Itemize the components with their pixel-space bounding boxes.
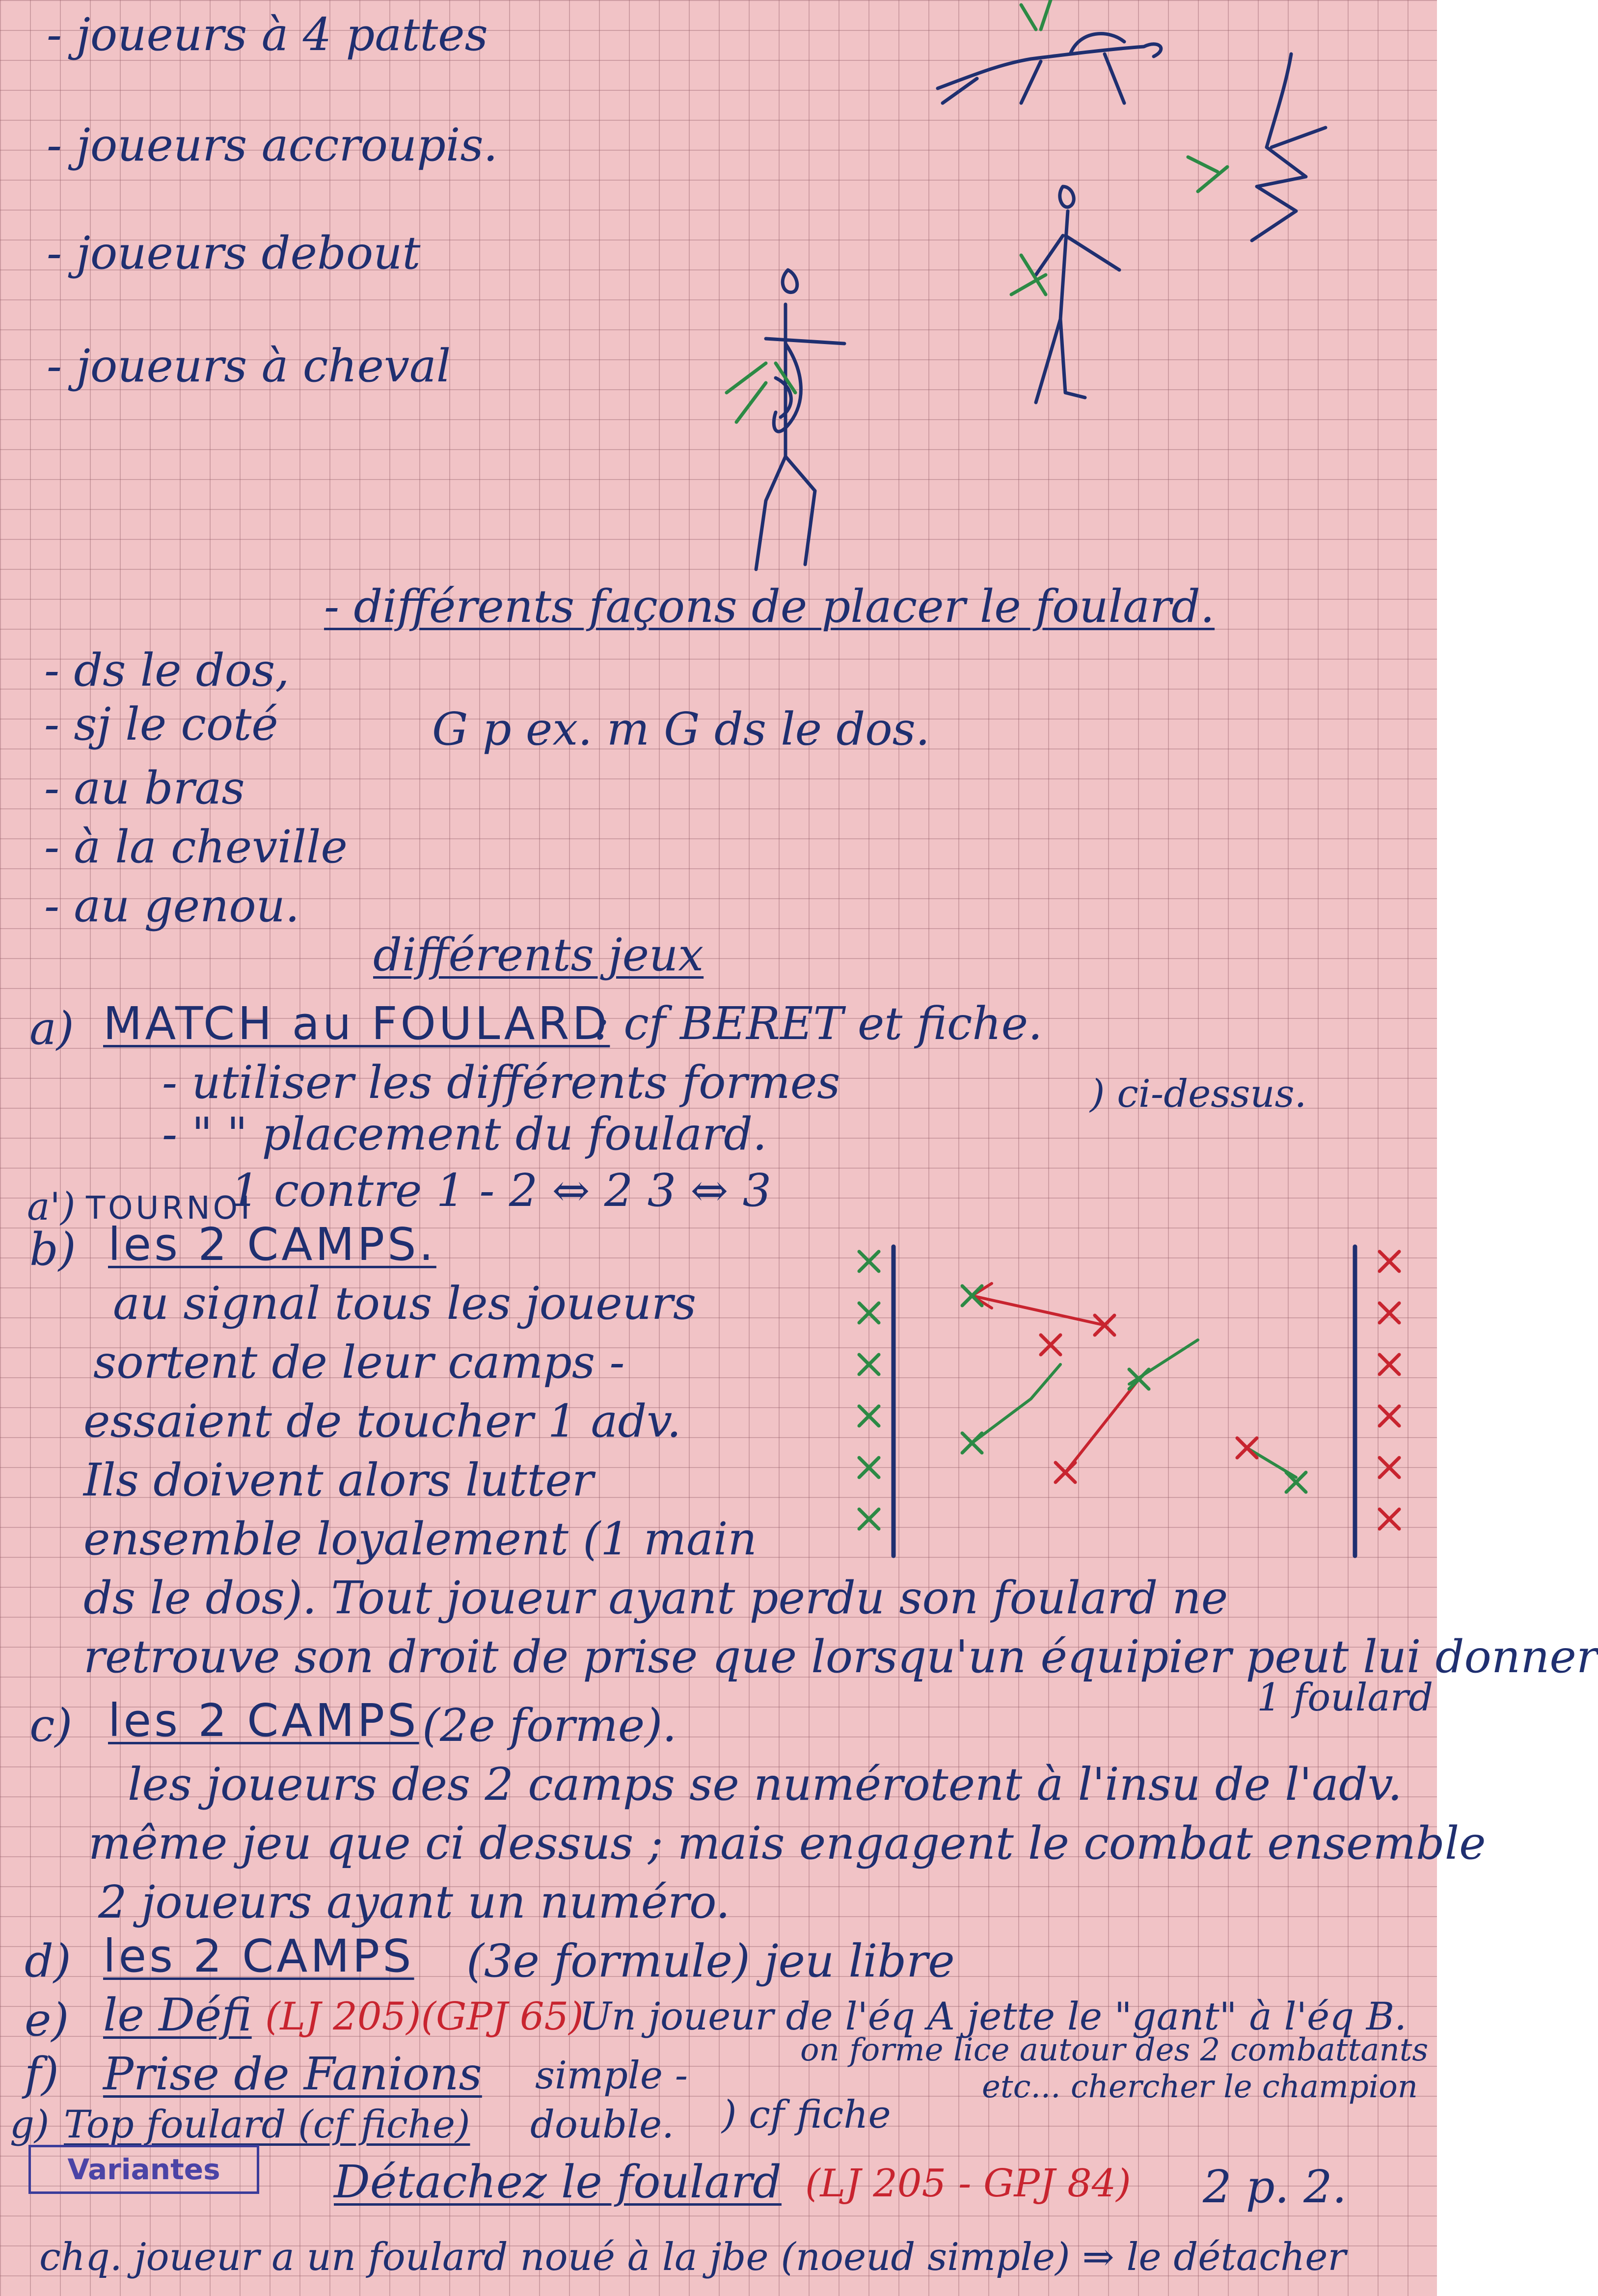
games-title: différents jeux	[373, 929, 704, 981]
camps-line: au signal tous les joueurs	[113, 1277, 697, 1330]
variante-desc: chq. joueur a un foulard noué à la jbe (noeud simple) ⇒ le détacher	[39, 2235, 1346, 2279]
left-team-player	[859, 1458, 879, 1477]
tournoi-formats: 1 contre 1 - 2 ⇔ 2 3 ⇔ 3	[231, 1164, 772, 1217]
left-team-player	[859, 1252, 879, 1271]
placement-item: - ds le dos,	[44, 644, 290, 696]
variantes-stamp: Variantes	[28, 2145, 259, 2194]
camps-3-sub: (3e formule) jeu libre	[466, 1935, 955, 1987]
match-foulard-ref: : cf BERET et fiche.	[594, 997, 1043, 1050]
camps-extra: 1 foulard	[1257, 1676, 1434, 1720]
match-foulard-line: - " " placement du foulard.	[162, 1108, 767, 1160]
variante-title: Détachez le foulard	[334, 2156, 782, 2208]
camps-line: ds le dos). Tout joueur ayant perdu son foulard ne	[83, 1572, 1228, 1624]
item-marker: b)	[29, 1223, 76, 1276]
fanions-title: Prise de Fanions	[103, 2048, 482, 2100]
camps-diagram	[844, 1237, 1434, 1580]
left-team-player	[859, 1355, 879, 1374]
placement-item: - sj le coté	[44, 698, 278, 750]
item-marker: e)	[25, 1994, 69, 2046]
camps-line: essaient de toucher 1 adv.	[83, 1395, 681, 1447]
position-item: - joueurs debout	[47, 227, 421, 279]
variante-ref: (LJ 205 - GPJ 84)	[805, 2162, 1131, 2206]
left-team-player	[859, 1303, 879, 1323]
right-team-player	[1380, 1252, 1399, 1271]
camps-3-title: les 2 CAMPS	[103, 1930, 414, 1982]
placement-item: - au genou.	[44, 880, 300, 932]
camps-2-line: même jeu que ci dessus ; mais engagent le combat ensemble	[88, 1817, 1486, 1869]
position-item: - joueurs à 4 pattes	[47, 8, 488, 61]
right-team-player	[1380, 1458, 1399, 1477]
match-foulard-line: - utiliser les différents formes	[162, 1056, 840, 1109]
placement-item: - à la cheville	[44, 821, 348, 873]
item-marker: c)	[29, 1699, 73, 1752]
right-team-player	[1380, 1303, 1399, 1323]
camps-line: Ils doivent alors lutter	[83, 1454, 594, 1506]
defi-ref: (LJ 205)(GPJ 65)	[265, 1995, 584, 2039]
match-foulard-brace: ) ci-dessus.	[1090, 1072, 1307, 1116]
left-team-player	[859, 1406, 879, 1426]
placement-title: - différents façons de placer le foulard.	[324, 580, 1215, 633]
position-item: - joueurs accroupis.	[47, 119, 498, 171]
fanions-ref: ) cf fiche	[722, 2093, 891, 2137]
defi-title: le Défi	[103, 1989, 252, 2041]
fanions-text: etc... chercher le champion	[982, 2069, 1418, 2105]
tournoi-title: TOURNOI	[86, 1190, 253, 1227]
placement-note: G p ex. m G ds le dos.	[432, 703, 930, 755]
fanions-option: double.	[530, 2103, 674, 2147]
camps-line: ensemble loyalement (1 main	[83, 1513, 757, 1565]
variante-page: 2 p. 2.	[1203, 2161, 1347, 2213]
camps-title: les 2 CAMPS.	[108, 1218, 436, 1271]
item-marker: f)	[25, 2048, 59, 2100]
camps-line: retrouve son droit de prise que lorsqu'un équipier peut lui donner	[83, 1630, 1598, 1683]
item-marker: a)	[29, 1002, 74, 1055]
camps-2-sub: (2e forme).	[422, 1699, 677, 1752]
camps-line: sortent de leur camps -	[93, 1336, 625, 1388]
item-marker: g)	[10, 2103, 50, 2147]
camps-2-line: les joueurs des 2 camps se numérotent à l'insu de l'adv.	[128, 1758, 1403, 1811]
right-team-player	[1380, 1509, 1399, 1529]
defi-text: Un joueur de l'éq A jette le "gant" à l'éq B.	[579, 1995, 1407, 2039]
stick-figures-sketch	[0, 0, 1437, 589]
item-marker: d)	[25, 1935, 71, 1987]
placement-item: - au bras	[44, 762, 245, 814]
match-foulard-title: MATCH au FOULARD	[103, 997, 610, 1050]
top-foulard-title: Top foulard (cf fiche)	[64, 2103, 470, 2147]
right-team-player	[1380, 1406, 1399, 1426]
defi-text-2: on forme lice autour des 2 combattants	[800, 2032, 1429, 2068]
left-team-player	[859, 1509, 879, 1529]
fanions-option: simple -	[535, 2054, 688, 2098]
position-item: - joueurs à cheval	[47, 340, 451, 392]
right-team-player	[1380, 1355, 1399, 1374]
camps-2-line: 2 joueurs ayant un numéro.	[98, 1876, 731, 1928]
camps-2-title: les 2 CAMPS	[108, 1694, 419, 1747]
item-marker: a')	[27, 1185, 76, 1229]
